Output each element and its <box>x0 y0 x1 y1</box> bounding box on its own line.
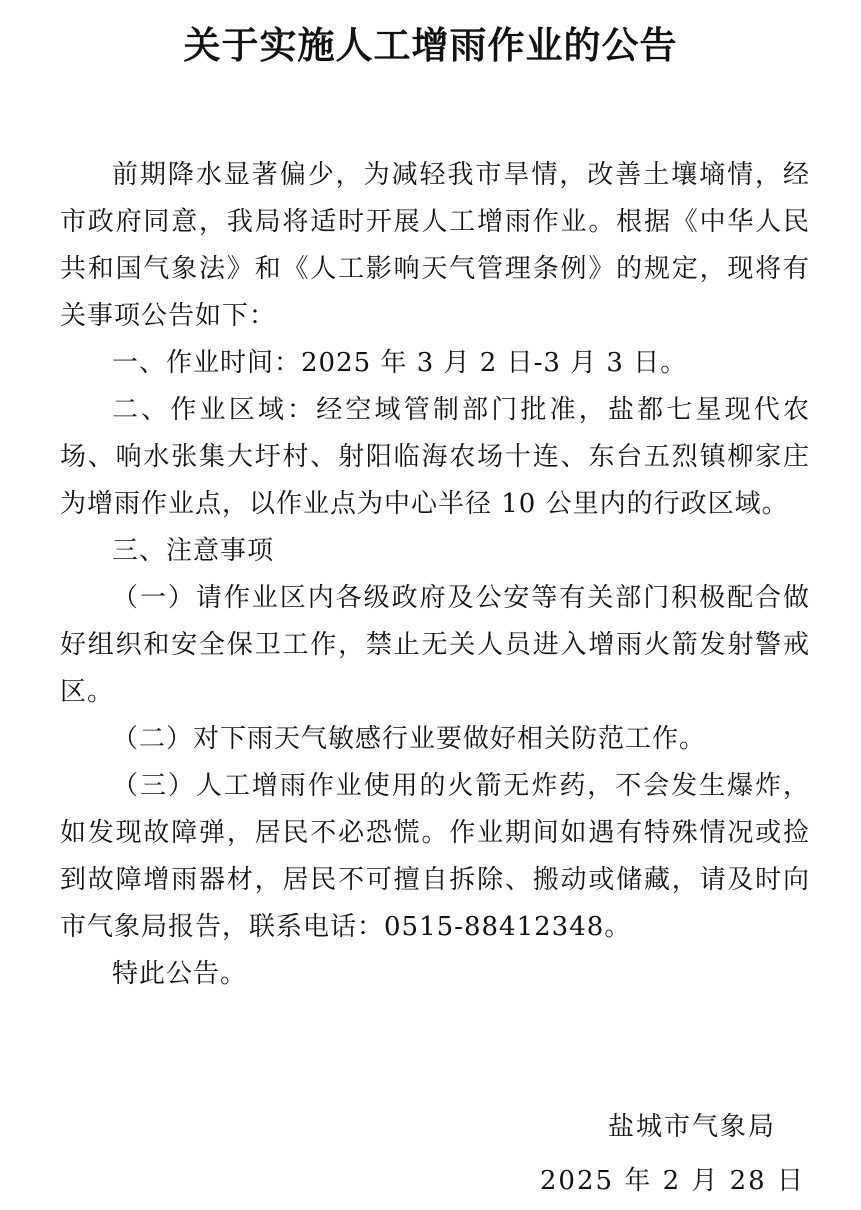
paragraph-time: 一、作业时间：2025 年 3 月 2 日-3 月 3 日。 <box>112 348 688 378</box>
paragraph-note-3: （三）人工增雨作业使用的火箭无炸药，不会发生爆炸，如发现故障弹，居民不必恐慌。作业期间如遇有特殊情况或捡到故障增雨器材，居民不可擅自拆除、搬动或储藏，请及时向市气象局报告，联系电话：0515-88412348。 <box>60 771 810 942</box>
paragraph-area: 二、作业区域：经空域管制部门批准，盐都七星现代农场、响水张集大圩村、射阳临海农场十连、东台五烈镇柳家庄为增雨作业点，以作业点为中心半径 10 公里内的行政区域。 <box>60 395 810 519</box>
paragraph-closing: 特此公告。 <box>112 959 248 989</box>
paragraph-note-1: （一）请作业区内各级政府及公安等有关部门积极配合做好组织和安全保卫工作，禁止无关人员进入增雨火箭发射警戒区。 <box>60 583 810 707</box>
notice-body <box>60 152 810 998</box>
paragraph-note-2: （二）对下雨天气敏感行业要做好相关防范工作。 <box>112 724 707 754</box>
paragraph-intro: 前期降水显著偏少，为减轻我市旱情，改善土壤墒情，经市政府同意，我局将适时开展人工增雨作业。根据《中华人民共和国气象法》和《人工影响天气管理条例》的规定，现将有关事项公告如下： <box>60 160 810 331</box>
issue-date: 2025 年 2 月 28 日 <box>539 1166 805 1196</box>
issuer-signature: 盐城市气象局 <box>607 1112 776 1142</box>
paragraph-notes-heading: 三、注意事项 <box>112 536 275 566</box>
notice-title: 关于实施人工增雨作业的公告 <box>183 24 678 67</box>
